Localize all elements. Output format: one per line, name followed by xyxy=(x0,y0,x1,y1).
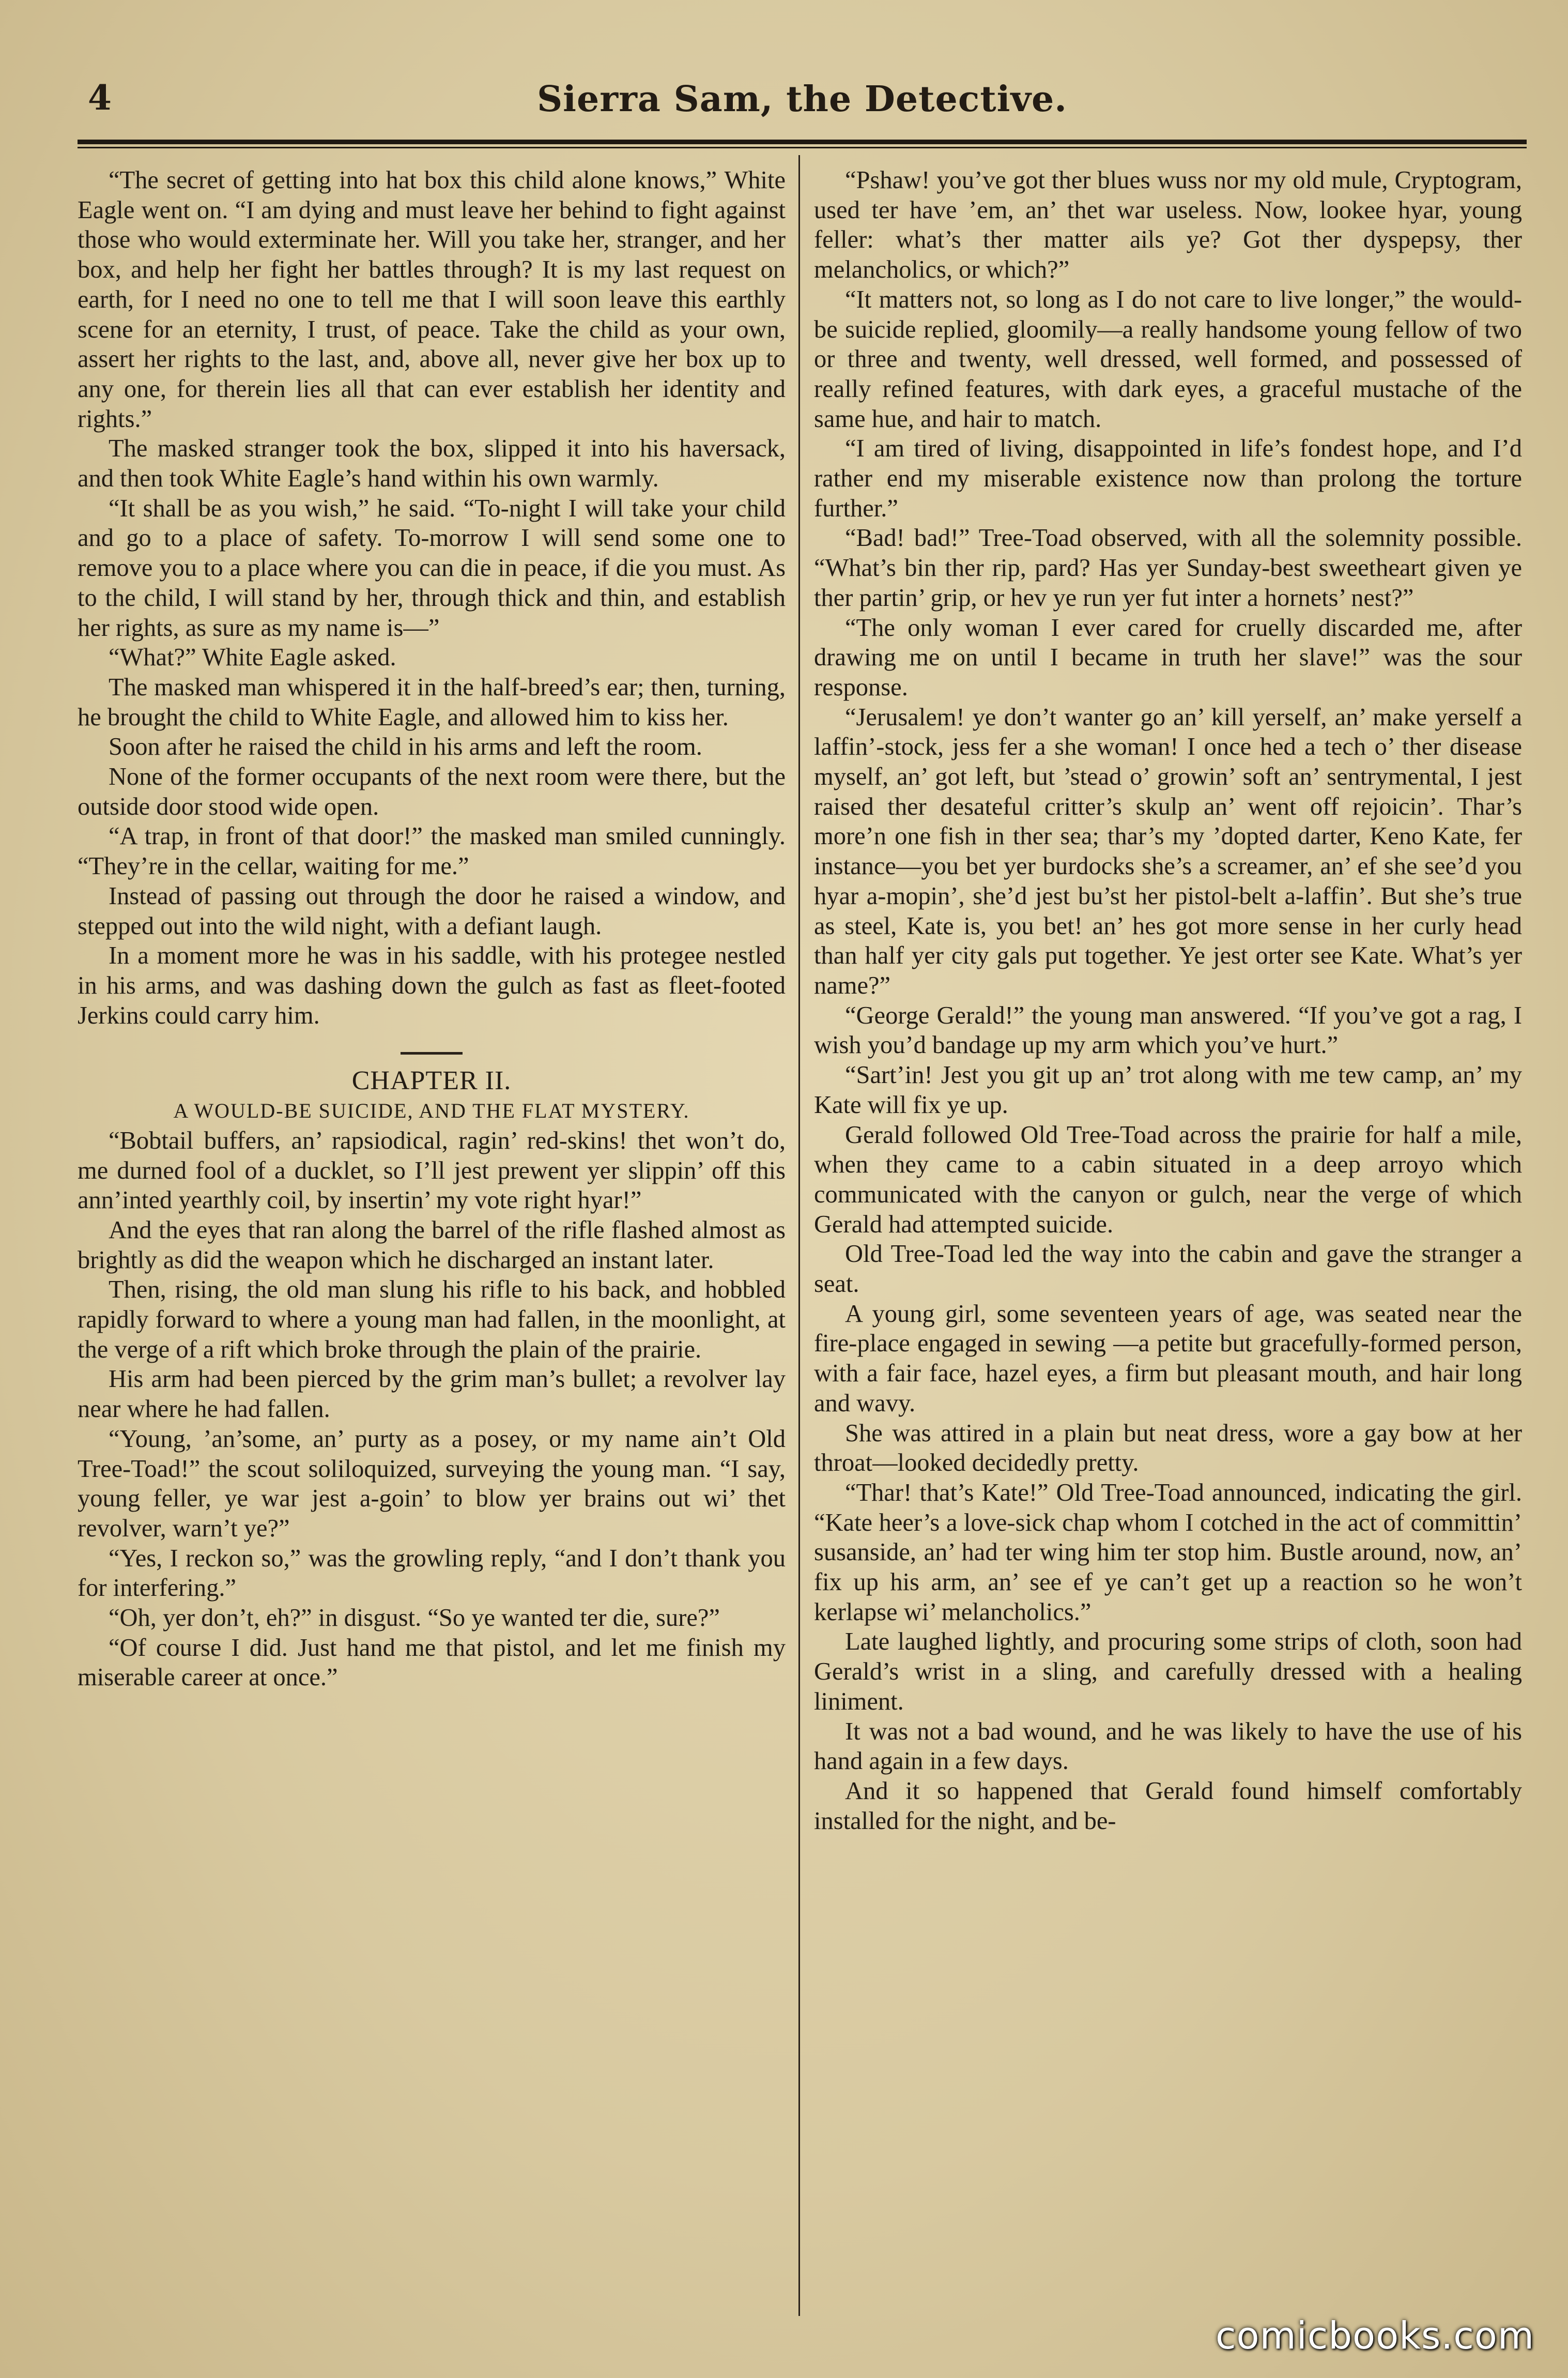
paragraph: “What?” White Eagle asked. xyxy=(109,644,396,672)
paragraph: Then, rising, the old man slung his rifle to his back, and hobbled rapidly forward to where a young man had fallen, in the moonlight, at the verge of a rift which broke through the plain of the prairie. xyxy=(78,1276,786,1363)
chapter-subtitle: A WOULD-BE SUICIDE, AND THE FLAT MYSTERY. xyxy=(173,1099,690,1123)
paragraph: “Bad! bad!” Tree-Toad observed, with all the solemnity possible. “What’s bin ther rip, pard? Has yer Sunday-best sweetheart given ye ther partin’ grip, or hev ye run yer fut inter a hornets’ nest?” xyxy=(814,524,1522,612)
paragraph: And the eyes that ran along the barrel of the rifle flashed almost as brightly as did the weapon which he discharged an instant later. xyxy=(78,1216,786,1274)
paragraph: “It matters not, so long as I do not care to live longer,” the would-be suicide replied, gloomily—a really handsome young fellow of two or three and twenty, well dressed, well formed, and possessed of really refined features, with dark eyes, a graceful mustache of the same hue, and hair to match. xyxy=(814,285,1522,433)
paragraph: “I am tired of living, disappointed in life’s fondest hope, and I’d rather end my miserable existence now than prolong the torture further.” xyxy=(814,435,1522,522)
paragraph: A young girl, some seventeen years of age, was seated near the fire-place engaged in sewing —a petite but gracefully-formed person, with a fair face, hazel eyes, a firm but pleasant mouth, and hair long and wavy. xyxy=(814,1300,1522,1417)
running-title: Sierra Sam, the Detective. xyxy=(537,79,1067,120)
paragraph: “Jerusalem! ye don’t wanter go an’ kill yerself, an’ make yerself a laffin’-stock, jess fer a she woman! I once hed a tech o’ ther disease myself, an’ got left, but ’stead o’ growin’ soft an’ sentrymental, I jest raised ther desateful critter’s skulp an’ went off rejoicin’. Thar’s more’n one fish in ther sea; thar’s my ’dopted darter, Keno Kate, fer instance—you bet yer burdocks she’s a screamer, an’ ef she see’d you hyar a-mopin’, she’d jest bu’st her pistol-belt a-laffin’. But she’s true as steel, Kate is, you bet! an’ hes got more sense in her curly head than half yer city gals put together. Ye jest orter see Kate. What’s yer name?” xyxy=(814,703,1522,999)
paragraph: “Of course I did. Just hand me that pistol, and let me finish my miserable career at once.” xyxy=(78,1634,786,1691)
paragraph: “Young, ’an’some, an’ purty as a posey, or my name ain’t Old Tree-Toad!” the scout soliloquized, surveying the young man. “I say, young feller, ye war jest a-goin’ to blow yer brains out wi’ thet revolver, warn’t ye?” xyxy=(78,1425,786,1542)
right-column xyxy=(814,165,1522,1836)
paragraph: “It shall be as you wish,” he said. “To-night I will take your child and go to a place of safety. To-morrow I will send some one to remove you to a place where you can die in peace, if die you must. As to the child, I will stand by her, through thick and thin, and establish her rights, as sure as my name is—” xyxy=(78,494,786,642)
paragraph: “The secret of getting into hat box this child alone knows,” White Eagle went on. “I am dying and must leave her behind to fight against those who would exterminate her. Will you take her, stranger, and her box, and help her fight her battles through? It is my last request on earth, for I need no one to tell me that I will soon leave this earthly scene for an eternity, I trust, of peace. Take the child as your own, assert her rights to the last, and, above all, never give her box up to any one, for therein lies all that can ever establish her identity and rights.” xyxy=(78,166,786,433)
paragraph: Old Tree-Toad led the way into the cabin and gave the stranger a seat. xyxy=(814,1240,1522,1298)
paragraph: Late laughed lightly, and procuring some strips of cloth, soon had Gerald’s wrist in a sling, and carefully dressed with a healing liniment. xyxy=(814,1628,1522,1715)
chapter-heading: CHAPTER II. xyxy=(351,1066,512,1096)
paragraph: Soon after he raised the child in his arms and left the room. xyxy=(109,733,702,761)
watermark: comicbooks.com xyxy=(1215,2314,1534,2357)
paragraph: “George Gerald!” the young man answered. “If you’ve got a rag, I wish you’d bandage up my arm which you’ve hurt.” xyxy=(814,1001,1522,1059)
paragraph: “Sart’in! Jest you git up an’ trot along with me tew camp, an’ my Kate will fix ye up. xyxy=(814,1061,1522,1119)
paragraph: “A trap, in front of that door!” the masked man smiled cunningly. “They’re in the cellar, waiting for me.” xyxy=(78,822,786,880)
paragraph: Gerald followed Old Tree-Toad across the prairie for half a mile, when they came to a cabin situated in a deep arroyo which communicated with the canyon or gulch, near the verge of which Gerald had attempted suicide. xyxy=(814,1121,1522,1238)
paragraph: “Yes, I reckon so,” was the growling reply, “and I don’t thank you for interfering.” xyxy=(78,1544,786,1602)
paragraph: The masked man whispered it in the half-breed’s ear; then, turning, he brought the child to White Eagle, and allowed him to kiss her. xyxy=(78,673,786,731)
paragraph: “Oh, yer don’t, eh?” in disgust. “So ye wanted ter die, sure?” xyxy=(109,1604,720,1632)
paragraph: Instead of passing out through the door he raised a window, and stepped out into the wild night, with a defiant laugh. xyxy=(78,882,786,940)
page-number: 4 xyxy=(88,78,112,118)
paragraph: “The only woman I ever cared for cruelly discarded me, after drawing me on until I became in truth her slave!” was the sour response. xyxy=(814,614,1522,701)
page-header xyxy=(78,67,1527,140)
paragraph: None of the former occupants of the next room were there, but the outside door stood wide open. xyxy=(78,763,786,820)
paragraph: The masked stranger took the box, slipped it into his haversack, and then took White Eagle’s hand within his own warmly. xyxy=(78,435,786,493)
paragraph: In a moment more he was in his saddle, with his protegee nestled in his arms, and was dashing down the gulch as fast as fleet-footed Jerkins could carry him. xyxy=(78,942,786,1029)
left-column xyxy=(78,165,786,1693)
paragraph: And it so happened that Gerald found himself comfortably installed for the night, and be- xyxy=(814,1777,1522,1835)
header-rule xyxy=(78,140,1527,148)
paragraph: His arm had been pierced by the grim man’s bullet; a revolver lay near where he had fallen. xyxy=(78,1365,786,1423)
paragraph: She was attired in a plain but neat dress, wore a gay bow at her throat—looked decidedly pretty. xyxy=(814,1419,1522,1477)
chapter-divider xyxy=(401,1052,463,1055)
paragraph: “Pshaw! you’ve got ther blues wuss nor my old mule, Cryptogram, used ter have ’em, an’ thet war useless. Now, lookee hyar, young feller: what’s ther matter ails ye? Got ther dyspepsy, ther melancholics, or which?” xyxy=(814,166,1522,284)
paragraph: It was not a bad wound, and he was likely to have the use of his hand again in a few days. xyxy=(814,1717,1522,1775)
column-divider xyxy=(798,155,800,2316)
paragraph: “Thar! that’s Kate!” Old Tree-Toad announced, indicating the girl. “Kate heer’s a love-sick chap whom I cotched in the act of committin’ susanside, an’ had ter wing him ter stop him. Bustle around, now, an’ fix up his arm, an’ see ef ye can’t get up a reaction so he won’t kerlapse wi’ melancholics.” xyxy=(814,1478,1522,1626)
paragraph: “Bobtail buffers, an’ rapsiodical, ragin’ red-skins! thet won’t do, me durned fool of a ducklet, so I’ll jest prewent yer slippin’ off this ann’inted yearthly coil, by insertin’ my vote right hyar!” xyxy=(78,1126,786,1214)
